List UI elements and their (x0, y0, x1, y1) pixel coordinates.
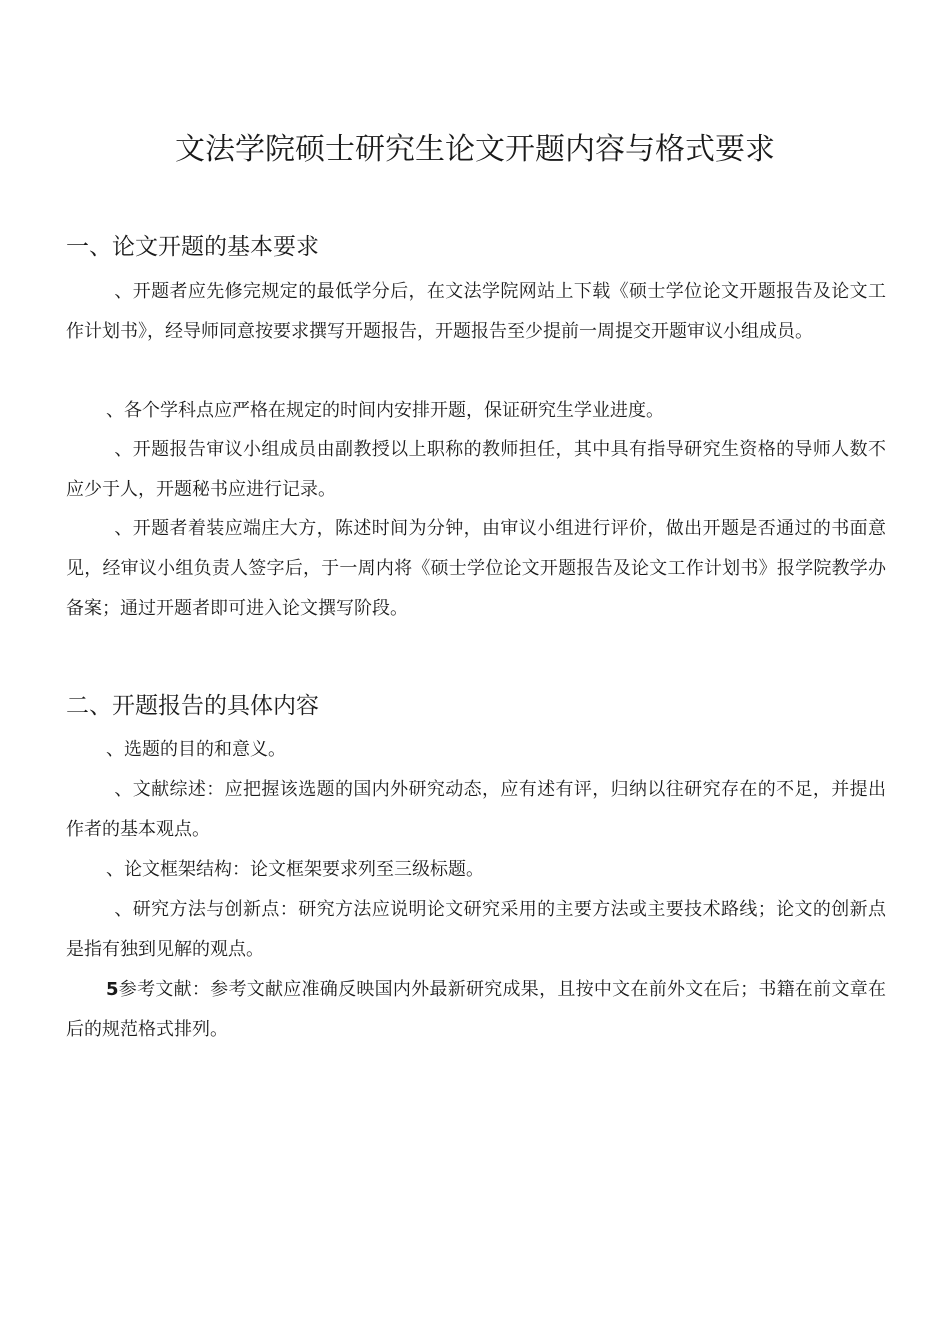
section-heading-basic-requirements: 一、论文开题的基本要求 (66, 234, 319, 260)
paragraph: 、开题者着装应端庄大方，陈述时间为分钟，由审议小组进行评价，做出开题是否通过的书面意见，经审议小组负责人签字后，于一周内将《硕士学位论文开题报告及论文工作计划书》报学院教学办备案；通过开题者即可进入论文撰写阶段。 (66, 518, 886, 619)
paragraph: 、文献综述：应把握该选题的国内外研究动态，应有述有评，归纳以往研究存在的不足，并提出作者的基本观点。 (66, 779, 886, 840)
paragraph: 、各个学科点应严格在规定的时间内安排开题，保证研究生学业进度。 (106, 400, 664, 421)
paragraph: 、研究方法与创新点：研究方法应说明论文研究采用的主要方法或主要技术路线；论文的创新点是指有独到见解的观点。 (66, 899, 886, 960)
item-number: 5 (106, 979, 119, 1000)
numbered-paragraph: 5参考文献：参考文献应准确反映国内外最新研究成果，且按中文在前外文在后；书籍在前文章在后的规范格式排列。 (66, 979, 886, 1040)
document-title: 文法学院硕士研究生论文开题内容与格式要求 (175, 132, 775, 167)
paragraph: 、开题报告审议小组成员由副教授以上职称的教师担任，其中具有指导研究生资格的导师人数不应少于人，开题秘书应进行记录。 (66, 439, 886, 500)
section-heading-report-content: 二、开题报告的具体内容 (66, 693, 319, 719)
paragraph: 、选题的目的和意义。 (106, 739, 286, 760)
paragraph: 、开题者应先修完规定的最低学分后，在文法学院网站上下载《硕士学位论文开题报告及论文工作计划书》，经导师同意按要求撰写开题报告，开题报告至少提前一周提交开题审议小组成员。 (66, 281, 886, 342)
paragraph: 、论文框架结构：论文框架要求列至三级标题。 (106, 859, 484, 880)
